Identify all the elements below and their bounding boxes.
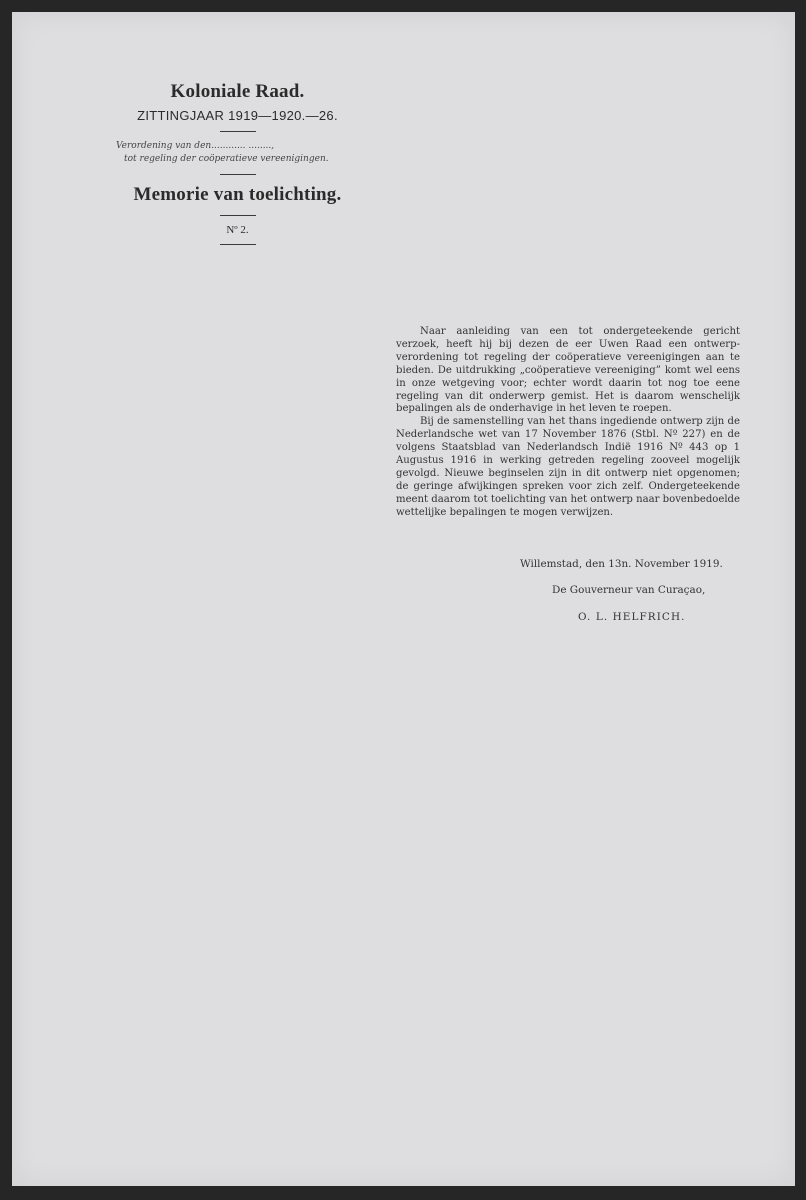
signatory-name: O. L. HELFRICH.	[578, 611, 686, 623]
divider	[220, 244, 256, 245]
council-title: Koloniale Raad.	[170, 81, 305, 102]
place-date: Willemstad, den 13n. November 1919.	[520, 558, 723, 570]
divider	[220, 174, 256, 175]
subject-line-2: tot regeling der coöperatieve vereenigingen.	[124, 154, 329, 164]
body-paragraph-1: Naar aanleiding van een tot ondergeteekende gericht verzoek, heeft hij bij dezen de eer Uwen Raad een ontwerp-verordening tot regeling der coöperatieve vereenigingen aan te bieden. De uitdrukking „coöperatieve vereeniging” komt wel eens in onze wetgeving voor; echter wordt daarin tot nog toe eene regeling van dit onderwerp gemist. Het is daarom wenschelijk bepalingen als de onderhavige in het leven te roepen.	[396, 326, 740, 415]
divider	[220, 215, 256, 216]
signatory-role: De Gouverneur van Curaçao,	[552, 584, 706, 596]
divider	[220, 131, 256, 132]
memorandum-body	[396, 326, 740, 520]
document-number: Nº 2.	[226, 224, 249, 236]
memorandum-heading: Memorie van toelichting.	[133, 184, 342, 205]
document-header	[110, 80, 365, 253]
ordinance-subject	[110, 140, 365, 166]
subject-line-1: Verordening van den............ ........,	[116, 141, 275, 151]
session-year: ZITTINGJAAR 1919—1920.—26.	[137, 108, 338, 123]
body-paragraph-2: Bij de samenstelling van het thans ingediende ontwerp zijn de Nederlandsche wet van 17 November 1876 (Stbl. Nº 227) en de volgens Staatsblad van Nederlandsch Indië 1916 Nº 443 op 1 Augustus 1916 in werking getreden regeling zooveel mogelijk gevolgd. Nieuwe beginselen zijn in dit ontwerp niet opgenomen; de geringe afwijkingen spreken voor zich zelf. Ondergeteekende meent daarom tot toelichting van het ontwerp naar bovenbedoelde wettelijke bepalingen te mogen verwijzen.	[396, 416, 740, 518]
